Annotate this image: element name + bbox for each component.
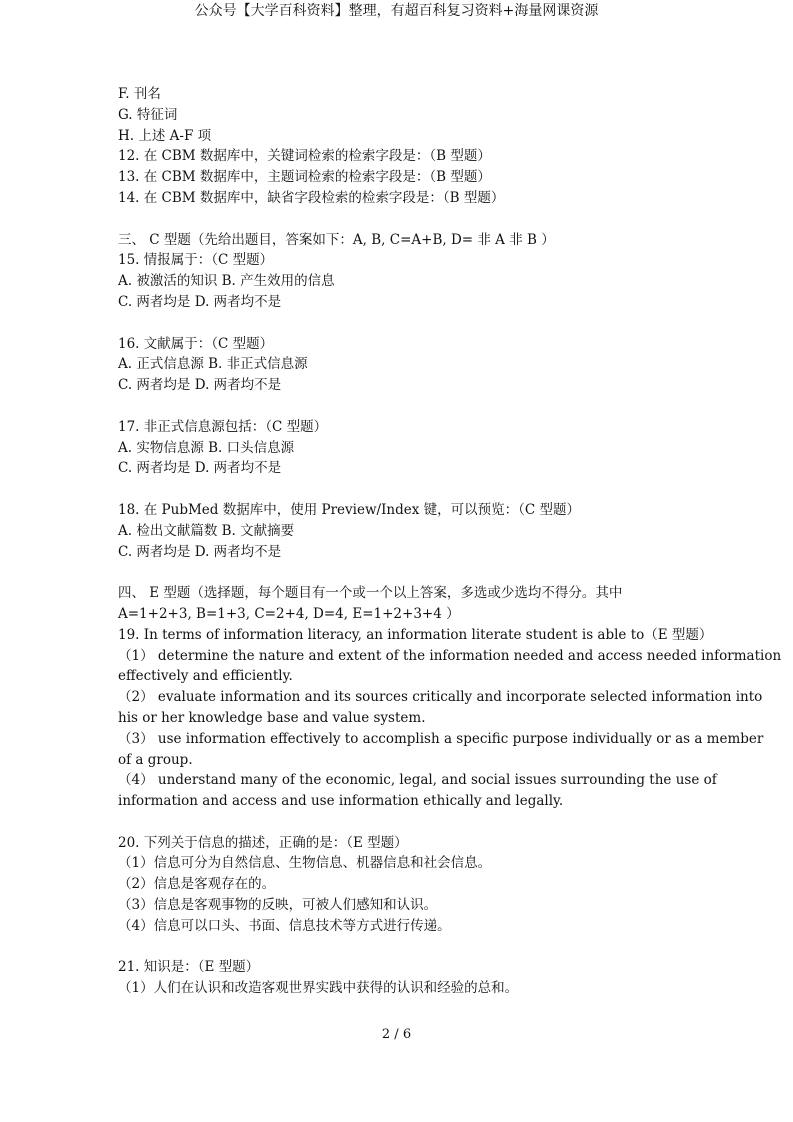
text-line: （4）信息可以口头、书面、信息技术等方式进行传递。	[118, 917, 451, 934]
text-line: 13. 在 CBM 数据库中，主题词检索的检索字段是：（B 型题）	[118, 169, 491, 186]
text-line: C. 两者均是 D. 两者均不是	[118, 377, 282, 394]
text-line: C. 两者均是 D. 两者均不是	[118, 543, 282, 560]
page-number: 2 / 6	[381, 1027, 412, 1042]
text-line: 14. 在 CBM 数据库中，缺省字段检索的检索字段是：（B 型题）	[118, 189, 505, 206]
text-line: 四、 E 型题（选择题，每个题目有一个或一个以上答案，多选或少选均不得分。其中	[118, 585, 623, 602]
text-line: A. 被激活的知识 B. 产生效用的信息	[118, 273, 335, 290]
text-line: （1） determine the nature and extent of the information needed and access needed information	[118, 647, 782, 664]
text-line: A. 检出文献篇数 B. 文献摘要	[118, 522, 295, 539]
text-line: C. 两者均是 D. 两者均不是	[118, 460, 282, 477]
text-line: 三、 C 型题（先给出题目，答案如下：A, B, C=A+B, D= 非 A 非 B ）	[118, 231, 555, 248]
text-line: （3） use information effectively to accomplish a specific purpose individually or as a member	[118, 730, 764, 747]
text-line: information and access and use information ethically and legally.	[118, 793, 564, 810]
text-line: （2） evaluate information and its sources critically and incorporate selected information into	[118, 689, 763, 706]
text-line: of a group.	[118, 751, 193, 768]
text-line: 16. 文献属于：（C 型题）	[118, 335, 274, 352]
text-line: 12. 在 CBM 数据库中，关键词检索的检索字段是：（B 型题）	[118, 148, 491, 165]
text-line: 21. 知识是：（E 型题）	[118, 959, 260, 976]
text-line: 18. 在 PubMed 数据库中，使用 Preview/Index 键，可以预览：（C 型题）	[118, 501, 581, 518]
text-line: （2）信息是客观存在的。	[118, 876, 276, 893]
blank-line	[118, 313, 674, 334]
text-line: G. 特征词	[118, 106, 178, 123]
text-line: 19. In terms of information literacy, an information literate student is able to（E 型题）	[118, 626, 713, 643]
text-line: effectively and efficiently.	[118, 668, 293, 685]
text-line: A. 实物信息源 B. 口头信息源	[118, 439, 295, 456]
text-line: （1）人们在认识和改造客观世界实践中获得的认识和经验的总和。	[118, 980, 519, 997]
blank-line	[118, 937, 674, 958]
text-line: A=1+2+3, B=1+3, C=2+4, D=4, E=1+2+3+4 ）	[118, 605, 460, 622]
text-line: H. 上述 A-F 项	[118, 127, 212, 144]
text-line: F. 刊名	[118, 86, 161, 102]
text-line: （1）信息可分为自然信息、生物信息、机器信息和社会信息。	[118, 855, 492, 872]
page-header: 公众号【大学百科资料】整理，有超百科复习资料+海量网课资源	[194, 3, 599, 19]
text-line: his or her knowledge base and value system.	[118, 709, 426, 726]
text-line: 15. 情报属于：（C 型题）	[118, 252, 274, 269]
text-line: A. 正式信息源 B. 非正式信息源	[118, 356, 308, 373]
document-body	[118, 84, 782, 999]
blank-line	[118, 562, 674, 583]
blank-line	[118, 396, 674, 417]
text-line: 17. 非正式信息源包括：（C 型题）	[118, 418, 328, 435]
blank-line	[118, 209, 674, 230]
text-line: （4） understand many of the economic, legal, and social issues surrounding the use of	[118, 772, 717, 789]
blank-line	[118, 812, 674, 833]
text-line: C. 两者均是 D. 两者均不是	[118, 293, 282, 310]
text-line: 20. 下列关于信息的描述，正确的是：（E 型题）	[118, 834, 408, 851]
blank-line	[118, 479, 674, 500]
text-line: （3）信息是客观事物的反映，可被人们感知和认识。	[118, 897, 438, 914]
